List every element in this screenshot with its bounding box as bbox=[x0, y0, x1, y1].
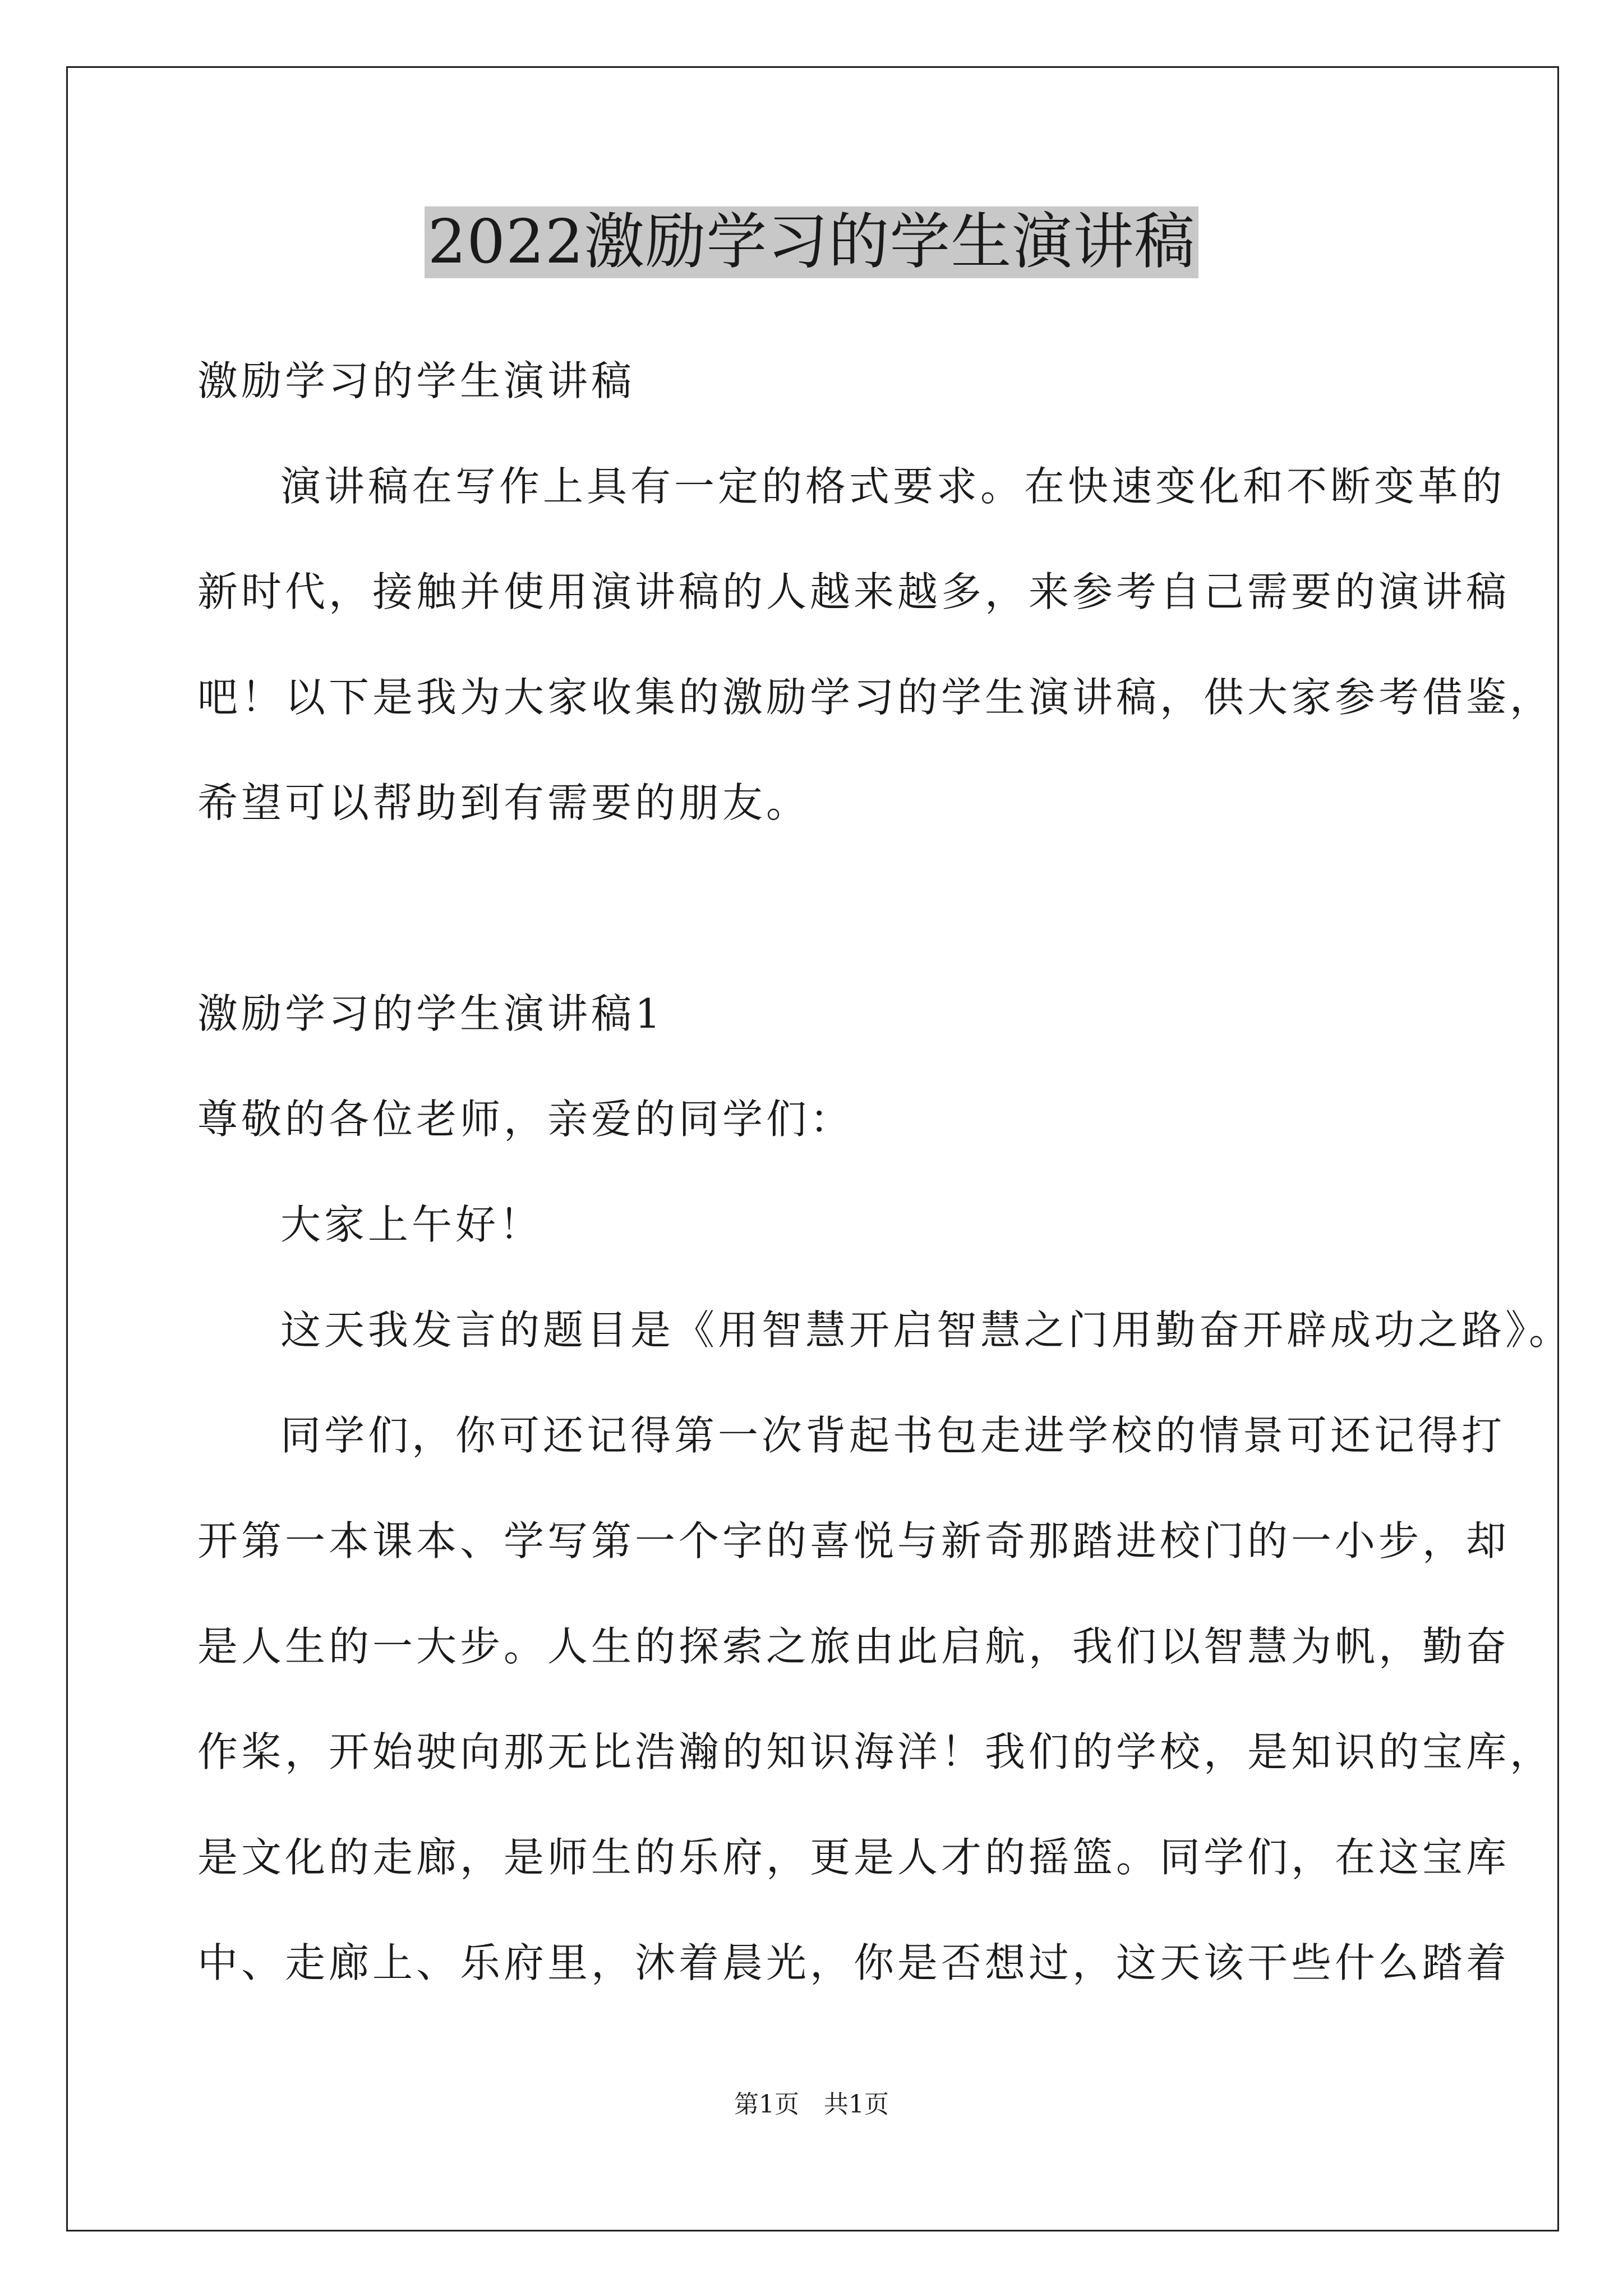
paragraph-line: 演讲稿在写作上具有一定的格式要求。在快速变化和不断变革的 bbox=[280, 463, 1506, 510]
salutation-line: 尊敬的各位老师，亲爱的同学们： bbox=[197, 1096, 854, 1143]
paragraph-line: 这天我发言的题目是《用智慧开启智慧之门用勤奋开辟成功之路》。 bbox=[280, 1306, 1573, 1354]
greeting-line: 大家上午好！ bbox=[280, 1201, 543, 1248]
paragraph-line: 同学们，你可还记得第一次背起书包走进学校的情景可还记得打 bbox=[280, 1412, 1506, 1459]
paragraph-line: 开第一本课本、学写第一个字的喜悦与新奇那踏进校门的一小步，却 bbox=[197, 1517, 1510, 1565]
paragraph-line: 希望可以帮助到有需要的朋友。 bbox=[197, 779, 810, 826]
page-footer: 第1页 共1页 bbox=[734, 2090, 889, 2119]
section-heading: 激励学习的学生演讲稿1 bbox=[197, 990, 664, 1037]
paragraph-line: 作桨，开始驶向那无比浩瀚的知识海洋！我们的学校，是知识的宝库， bbox=[197, 1728, 1554, 1775]
document-title: 2022激励学习的学生演讲稿 bbox=[425, 206, 1199, 278]
paragraph-line: 吧！以下是我为大家收集的激励学习的学生演讲稿，供大家参考借鉴， bbox=[197, 674, 1554, 721]
title-container bbox=[0, 206, 1623, 278]
paragraph-line: 新时代，接触并使用演讲稿的人越来越多，来参考自己需要的演讲稿 bbox=[197, 568, 1510, 615]
subtitle-line: 激励学习的学生演讲稿 bbox=[197, 357, 635, 404]
paragraph-line: 中、走廊上、乐府里，沐着晨光，你是否想过，这天该干些什么踏着 bbox=[197, 1939, 1510, 1986]
paragraph-line: 是文化的走廊，是师生的乐府，更是人才的摇篮。同学们，在这宝库 bbox=[197, 1834, 1510, 1881]
paragraph-line: 是人生的一大步。人生的探索之旅由此启航，我们以智慧为帆，勤奋 bbox=[197, 1623, 1510, 1670]
